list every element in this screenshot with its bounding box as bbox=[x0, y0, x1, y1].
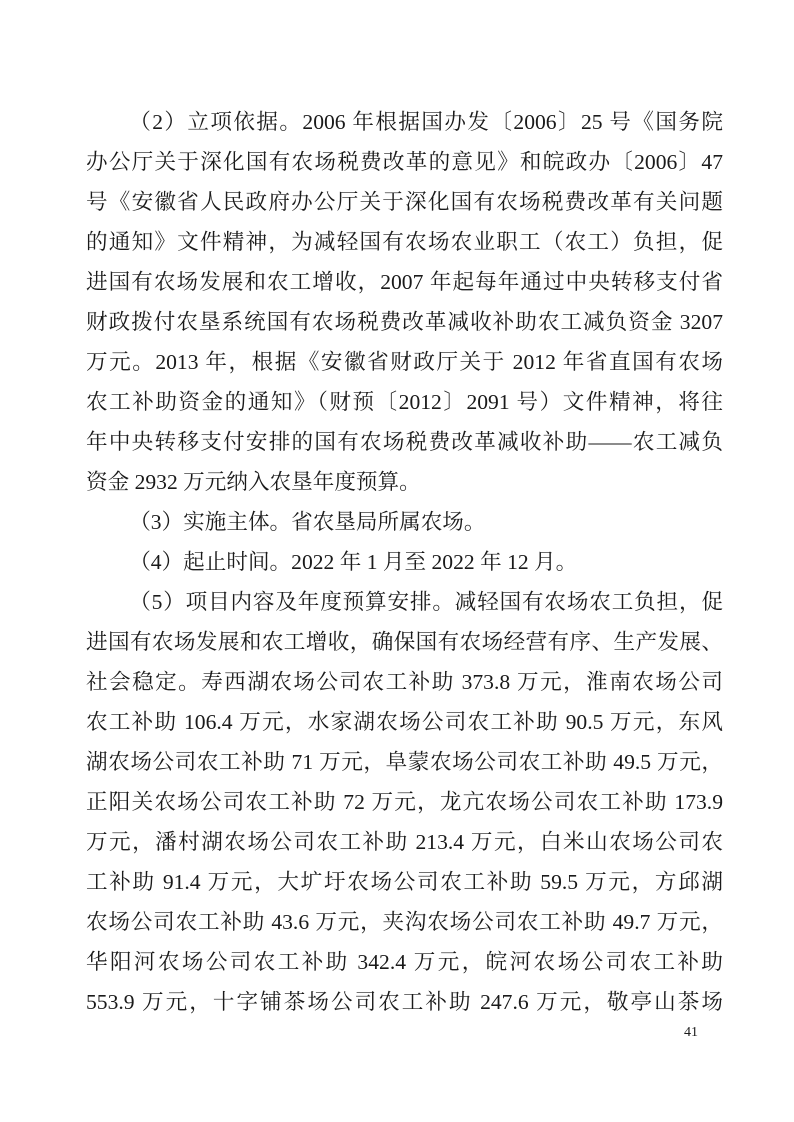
text-line: 的通知》文件精神，为减轻国有农场农业职工（农工）负担，促 bbox=[86, 230, 723, 254]
text-line: 农工补助资金的通知》（财预〔2012〕2091 号）文件精神，将往 bbox=[86, 390, 723, 414]
paragraph-item-4 bbox=[86, 542, 723, 582]
text-line: 进国有农场发展和农工增收，确保国有农场经营有序、生产发展、 bbox=[86, 630, 723, 654]
text-line: 万元。2013 年，根据《安徽省财政厅关于 2012 年省直国有农场 bbox=[86, 350, 723, 374]
text-line: 号《安徽省人民政府办公厅关于深化国有农场税费改革有关问题 bbox=[86, 190, 723, 214]
page-number: 41 bbox=[684, 1025, 698, 1040]
document-body bbox=[86, 102, 723, 1022]
text-line: 资金 2932 万元纳入农垦年度预算。 bbox=[86, 470, 421, 494]
text-line: （3）实施主体。省农垦局所属农场。 bbox=[129, 510, 486, 534]
text-line: 农场公司农工补助 43.6 万元，夹沟农场公司农工补助 49.7 万元， bbox=[86, 910, 723, 934]
text-line: 湖农场公司农工补助 71 万元，阜蒙农场公司农工补助 49.5 万元， bbox=[86, 750, 723, 774]
text-line: 华阳河农场公司农工补助 342.4 万元，皖河农场公司农工补助 bbox=[86, 950, 723, 974]
paragraph-item-3 bbox=[86, 502, 723, 542]
text-line: 工补助 91.4 万元，大圹圩农场公司农工补助 59.5 万元，方邱湖 bbox=[86, 870, 723, 894]
text-line: 进国有农场发展和农工增收，2007 年起每年通过中央转移支付省 bbox=[86, 270, 723, 294]
text-line: 办公厅关于深化国有农场税费改革的意见》和皖政办〔2006〕47 bbox=[86, 150, 723, 174]
paragraph-item-2 bbox=[86, 102, 723, 502]
text-line: 年中央转移支付安排的国有农场税费改革减收补助——农工减负 bbox=[86, 430, 723, 454]
paragraph-item-5 bbox=[86, 582, 723, 1022]
text-line: （2）立项依据。2006 年根据国办发〔2006〕25 号《国务院 bbox=[129, 110, 723, 134]
text-line: （5）项目内容及年度预算安排。减轻国有农场农工负担，促 bbox=[129, 590, 723, 614]
text-line: 正阳关农场公司农工补助 72 万元，龙亢农场公司农工补助 173.9 bbox=[86, 790, 723, 814]
text-line: 553.9 万元，十字铺茶场公司农工补助 247.6 万元，敬亭山茶场 bbox=[86, 990, 723, 1014]
text-line: 财政拨付农垦系统国有农场税费改革减收补助农工减负资金 3207 bbox=[86, 310, 723, 334]
text-line: 万元，潘村湖农场公司农工补助 213.4 万元，白米山农场公司农 bbox=[86, 830, 723, 854]
text-line: 农工补助 106.4 万元，水家湖农场公司农工补助 90.5 万元，东风 bbox=[86, 710, 723, 734]
text-line: 社会稳定。寿西湖农场公司农工补助 373.8 万元，淮南农场公司 bbox=[86, 670, 723, 694]
text-line: （4）起止时间。2022 年 1 月至 2022 年 12 月。 bbox=[129, 550, 578, 574]
